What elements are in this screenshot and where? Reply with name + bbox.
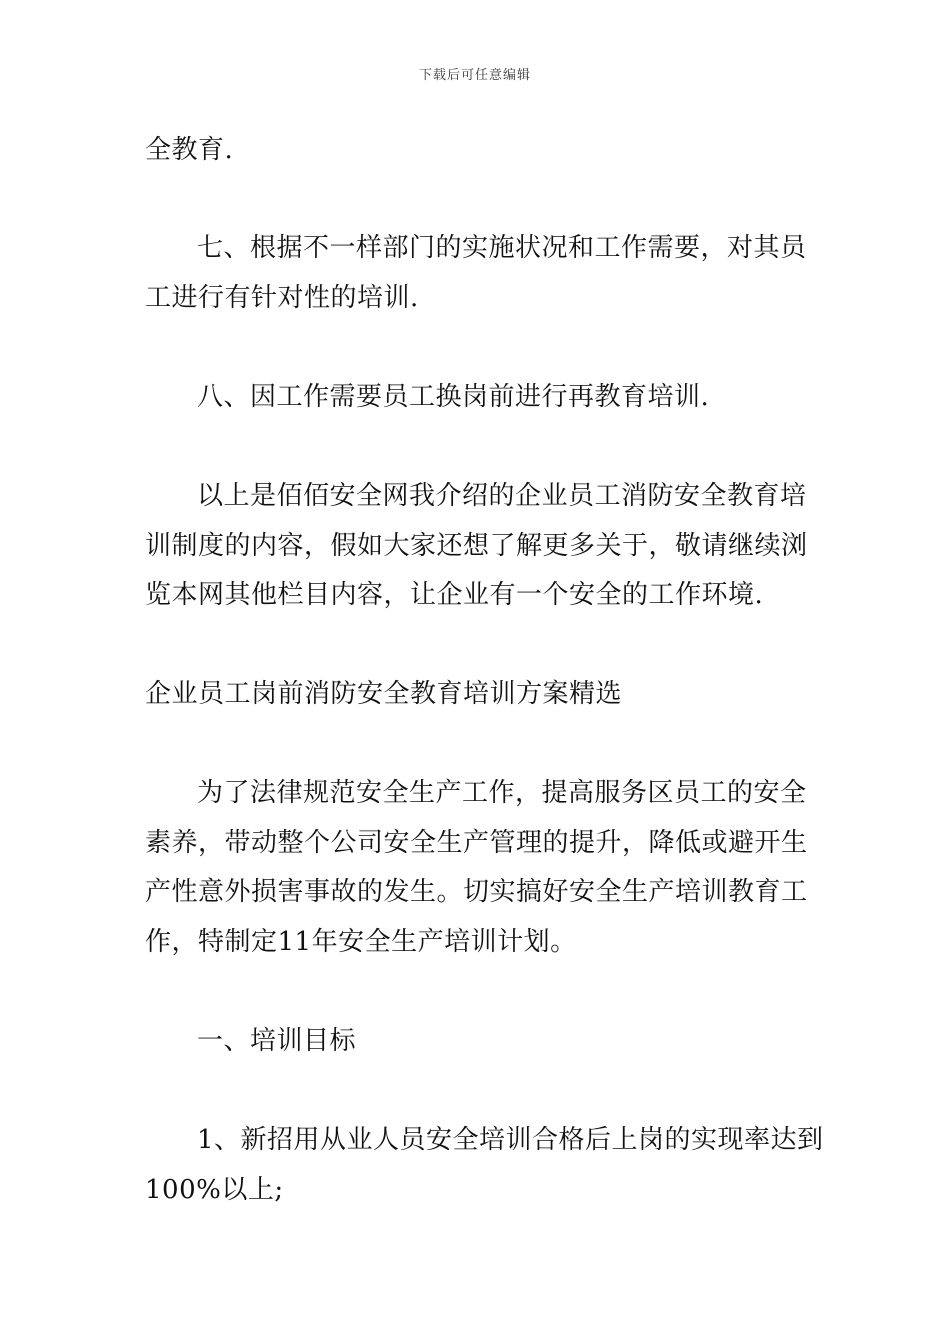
paragraph-line: 工进行有针对性的培训.: [145, 283, 419, 313]
paragraph-line: 训制度的内容，假如大家还想了解更多关于，敬请继续浏: [145, 531, 808, 561]
paragraph-line: 100%以上;: [145, 1175, 284, 1205]
paragraph-line: 为了法律规范安全生产工作，提高服务区员工的安全: [197, 778, 807, 808]
paragraph-line: 全教育.: [145, 135, 234, 165]
paragraph-line: 八、因工作需要员工换岗前进行再教育培训.: [197, 382, 710, 412]
page-header: 下载后可任意编辑: [418, 68, 531, 83]
paragraph-line: 产性意外损害事故的发生。切实搞好安全生产培训教育工: [145, 877, 808, 907]
paragraph-line: 素养，带动整个公司安全生产管理的提升，降低或避开生: [145, 828, 808, 858]
section-heading: 企业员工岗前消防安全教育培训方案精选: [145, 679, 623, 709]
paragraph-line: 七、根据不一样部门的实施状况和工作需要，对其员: [197, 233, 807, 263]
subsection-heading: 一、培训目标: [197, 1026, 357, 1056]
paragraph-line: 作，特制定11年安全生产培训计划。: [145, 927, 577, 957]
paragraph-line: 以上是佰佰安全网我介绍的企业员工消防安全教育培: [197, 481, 807, 511]
paragraph-line: 览本网其他栏目内容，让企业有一个安全的工作环境.: [145, 580, 764, 610]
paragraph-line: 1、新招用从业人员安全培训合格后上岗的实现率达到: [197, 1125, 824, 1155]
